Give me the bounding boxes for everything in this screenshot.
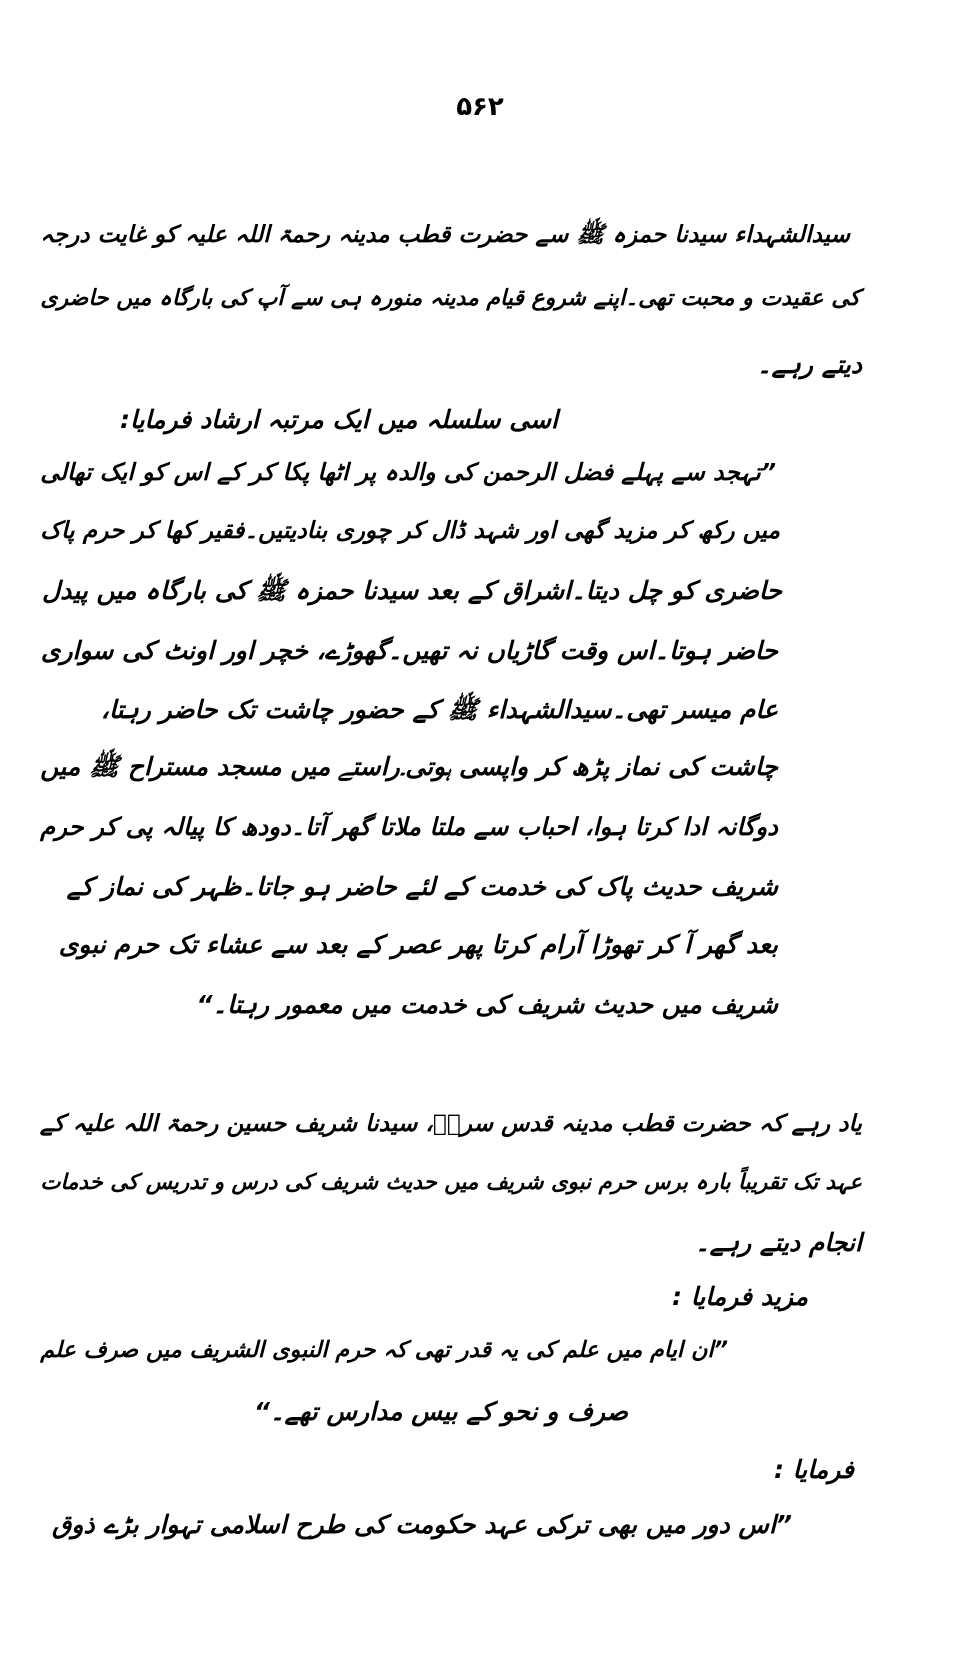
page-number: ۵۶۲ — [456, 92, 504, 122]
paragraph-2-line-3: انجام دیتے رہے۔ — [695, 1228, 862, 1257]
quote-1-line-10: شریف میں حدیث شریف کی خدمت میں معمور رہتا۔“ — [196, 990, 778, 1019]
quote-1-line-8: شریف حدیث پاک کی خدمت کے لئے حاضر ہو جاتا۔ظہر کی نماز کے — [66, 872, 778, 901]
mazeed-farmaya-heading: مزید فرمایا : — [672, 1282, 808, 1311]
quote-1-line-6: چاشت کی نماز پڑھ کر واپسی ہوتی۔راستے میں مسجد مستراح ﷺ میں — [40, 752, 778, 781]
quote-1-line-7: دوگانہ ادا کرتا ہوا، احباب سے ملتا ملاتا گھر آتا۔دودھ کا پیالہ پی کر حرم — [40, 812, 778, 841]
paragraph-1-line-3: دیتے رہے۔ — [756, 350, 862, 379]
quote-1-line-5: عام میسر تھی۔سیدالشہداء ﷺ کے حضور چاشت تک حاضر رہتا، — [100, 695, 778, 724]
paragraph-1-line-2: کی عقیدت و محبت تھی۔اپنے شروع قیام مدینہ منورہ ہی سے آپ کی بارگاہ میں حاضری — [40, 286, 860, 311]
quote-2-line-2: صرف و نحو کے بیس مدارس تھے۔“ — [253, 1397, 628, 1426]
quote-1-line-4: حاضر ہوتا۔اس وقت گاڑیاں نہ تھیں۔گھوڑے، خچر اور اونٹ کی سواری — [40, 636, 778, 665]
quote-3-line-1: ”اس دور میں بھی ترکی عہد حکومت کی طرح اسلامی تہوار بڑے ذوق — [51, 1510, 792, 1539]
paragraph-2-line-1: یاد رہے کہ حضرت قطب مدینہ قدس سرہٗ، سیدنا شریف حسین رحمۃ اللہ علیہ کے — [39, 1110, 862, 1137]
intro-line: اسی سلسلہ میں ایک مرتبہ ارشاد فرمایا: — [119, 405, 558, 434]
quote-1-line-1: ”تہجد سے پہلے فضل الرحمن کی والدہ پر اٹھا پکا کر کے اس کو ایک تھالی — [40, 458, 776, 486]
quote-1-line-9: بعد گھر آ کر تھوڑا آرام کرتا پھر عصر کے بعد سے عشاء تک حرم نبوی — [58, 930, 778, 959]
paragraph-2-line-2: عہد تک تقریباً بارہ برس حرم نبوی شریف میں حدیث شریف کی درس و تدریس کی خدمات — [40, 1170, 862, 1195]
quote-1-line-3: حاضری کو چل دیتا۔اشراق کے بعد سیدنا حمزہ ﷺ کی بارگاہ میں پیدل — [42, 576, 782, 605]
quote-2-line-1: ”ان ایام میں علم کی یہ قدر تھی کہ حرم النبوی الشریف میں صرف علم — [40, 1337, 728, 1363]
paragraph-1-line-1: سیدالشہداء سیدنا حمزہ ﷺ سے حضرت قطب مدینہ رحمۃ اللہ علیہ کو غایت درجہ — [40, 222, 850, 248]
farmaya-heading: فرمایا : — [773, 1455, 854, 1484]
quote-1-line-2: میں رکھ کر مزید گھی اور شہد ڈال کر چوری بنادیتیں۔فقیر کھا کر حرم پاک — [40, 517, 780, 544]
